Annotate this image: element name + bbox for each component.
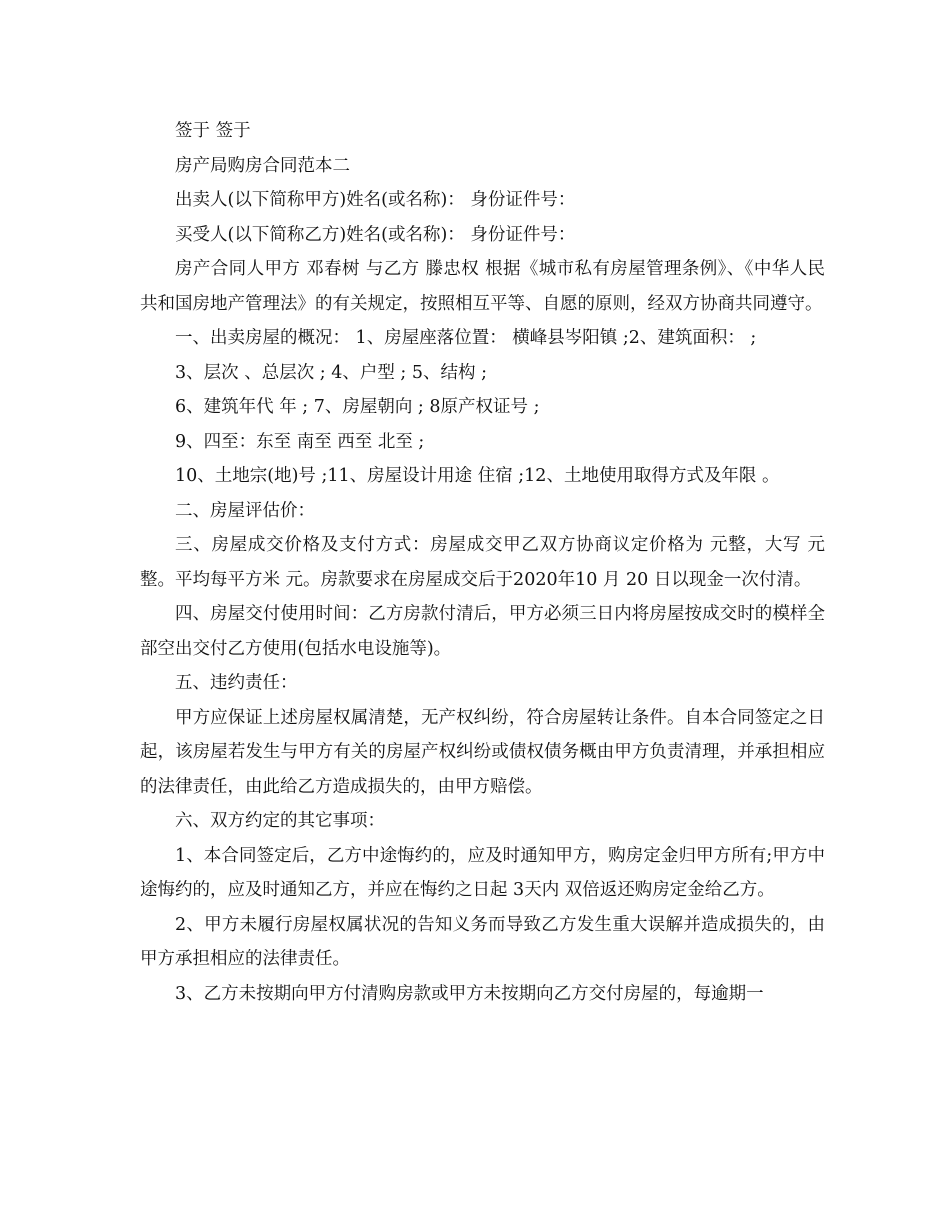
term-1-paragraph: 1、本合同签定后，乙方中途悔约的，应及时通知甲方，购房定金归甲方所有;甲方中途悔约的，应及时通知乙方，并应在悔约之日起 3天内 双倍返还购房定金给乙方。 bbox=[140, 845, 825, 900]
seller-line: 出卖人(以下简称甲方)姓名(或名称)： 身份证件号： bbox=[175, 190, 576, 210]
liability-paragraph: 甲方应保证上述房屋权属清楚，无产权纠纷，符合房屋转让条件。自本合同签定之日起，该房屋若发生与甲方有关的房屋产权纠纷或债权债务概由甲方负责清理，并承担相应的法律责任，由此给乙方造成损失的，由甲方赔偿。 bbox=[140, 707, 825, 797]
document-body bbox=[140, 114, 825, 1011]
term-3-paragraph: 3、乙方未按期向甲方付清购房款或甲方未按期向乙方交付房屋的，每逾期一 bbox=[175, 983, 764, 1004]
contract-intro-paragraph: 房产合同人甲方 邓春树 与乙方 滕忠权 根据《城市私有房屋管理条例》、《中华人民共和国房地产管理法》的有关规定，按照相互平等、自愿的原则，经双方协商共同遵守。 bbox=[140, 259, 825, 314]
property-detail-land: 10、土地宗(地)号 ;11、房屋设计用途 住宿 ;12、土地使用取得方式及年限 。 bbox=[175, 466, 780, 486]
signature-line: 签于 签于 bbox=[175, 121, 251, 141]
section-1-property-overview: 一、出卖房屋的概况： 1、房屋座落位置： 横峰县岑阳镇 ;2、建筑面积： ; bbox=[175, 328, 757, 348]
property-detail-year: 6、建筑年代 年 ; 7、房屋朝向 ; 8原产权证号 ; bbox=[175, 397, 540, 417]
section-3-price-payment: 三、房屋成交价格及支付方式：房屋成交甲乙双方协商议定价格为 元整，大写 元整。平均每平方米 元。房款要求在房屋成交后于2020年10 月 20 日以现金一次付清。 bbox=[140, 535, 825, 590]
section-5-liability: 五、违约责任： bbox=[175, 673, 298, 693]
section-6-other-terms: 六、双方约定的其它事项： bbox=[175, 811, 385, 831]
buyer-line: 买受人(以下简称乙方)姓名(或名称)： 身份证件号： bbox=[175, 224, 576, 245]
property-detail-floor: 3、层次 、总层次 ; 4、户型 ; 5、结构 ; bbox=[175, 362, 487, 383]
term-2-paragraph: 2、甲方未履行房屋权属状况的告知义务而导致乙方发生重大误解并造成损失的，由甲方承担相应的法律责任。 bbox=[140, 914, 825, 969]
property-detail-boundaries: 9、四至：东至 南至 西至 北至 ; bbox=[175, 431, 425, 452]
section-2-valuation: 二、房屋评估价： bbox=[175, 500, 315, 521]
section-4-delivery-time: 四、房屋交付使用时间：乙方房款付清后，甲方必须三日内将房屋按成交时的模样全部空出交付乙方使用(包括水电设施等)。 bbox=[140, 604, 825, 659]
document-title: 房产局购房合同范本二 bbox=[175, 155, 350, 176]
